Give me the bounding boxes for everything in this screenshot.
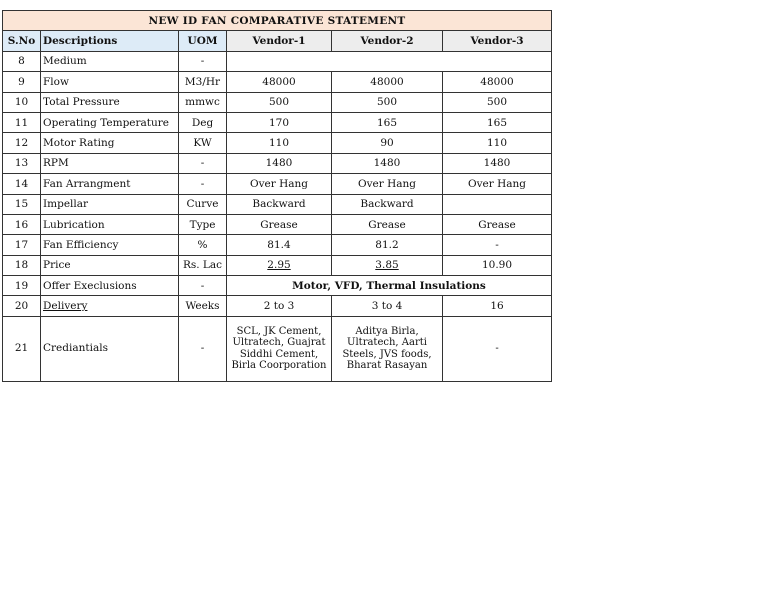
cell-uom: M3/Hr bbox=[179, 72, 227, 92]
table-row bbox=[3, 174, 552, 194]
cell-uom: Weeks bbox=[179, 296, 227, 316]
credential-line: Aditya Birla, bbox=[355, 325, 419, 337]
table-row bbox=[3, 112, 552, 132]
cell-vendor-3: Over Hang bbox=[443, 174, 552, 194]
cell-vendor-3: 1480 bbox=[443, 153, 552, 173]
cell-description: Impellar bbox=[41, 194, 179, 214]
cell-vendor-1-credentials bbox=[227, 316, 332, 381]
cell-uom: Rs. Lac bbox=[179, 255, 227, 275]
cell-sno: 15 bbox=[3, 194, 41, 214]
cell-description: Lubrication bbox=[41, 214, 179, 234]
cell-vendor-1: 2.95 bbox=[227, 255, 332, 275]
cell-uom: - bbox=[179, 51, 227, 71]
cell-vendor-1: 110 bbox=[227, 133, 332, 153]
cell-vendor-2: 1480 bbox=[332, 153, 443, 173]
header-row bbox=[3, 31, 552, 51]
credential-line: Bharat Rasayan bbox=[346, 360, 428, 372]
cell-description: Crediantials bbox=[41, 316, 179, 381]
cell-uom: % bbox=[179, 235, 227, 255]
table-row bbox=[3, 296, 552, 316]
credential-line: SCL, JK Cement, bbox=[236, 325, 322, 337]
header-vendor-1: Vendor-1 bbox=[227, 31, 332, 51]
cell-vendor-3: 110 bbox=[443, 133, 552, 153]
cell-vendor-2: 81.2 bbox=[332, 235, 443, 255]
table-row bbox=[3, 276, 552, 296]
cell-vendor-1: 500 bbox=[227, 92, 332, 112]
cell-uom: Deg bbox=[179, 112, 227, 132]
table-row bbox=[3, 92, 552, 112]
table-row bbox=[3, 235, 552, 255]
cell-vendor-2: 3 to 4 bbox=[332, 296, 443, 316]
cell-sno: 13 bbox=[3, 153, 41, 173]
cell-vendor-merged-empty bbox=[227, 51, 552, 71]
table-row bbox=[3, 194, 552, 214]
table-row bbox=[3, 255, 552, 275]
cell-description: Operating Temperature bbox=[41, 112, 179, 132]
cell-sno: 14 bbox=[3, 174, 41, 194]
header-vendor-3: Vendor-3 bbox=[443, 31, 552, 51]
credential-line: Ultratech, Aarti bbox=[347, 337, 427, 349]
credential-line: Siddhi Cement, bbox=[239, 348, 319, 360]
table-row bbox=[3, 316, 552, 381]
header-uom: UOM bbox=[179, 31, 227, 51]
cell-sno: 20 bbox=[3, 296, 41, 316]
cell-sno: 12 bbox=[3, 133, 41, 153]
header-sno: S.No bbox=[3, 31, 41, 51]
cell-sno: 8 bbox=[3, 51, 41, 71]
cell-vendor-2: 90 bbox=[332, 133, 443, 153]
cell-description: Motor Rating bbox=[41, 133, 179, 153]
cell-vendor-1: 81.4 bbox=[227, 235, 332, 255]
table-row bbox=[3, 72, 552, 92]
cell-vendor-1: 170 bbox=[227, 112, 332, 132]
cell-sno: 17 bbox=[3, 235, 41, 255]
cell-description: Medium bbox=[41, 51, 179, 71]
cell-vendor-3: Grease bbox=[443, 214, 552, 234]
cell-vendor-1: 2 to 3 bbox=[227, 296, 332, 316]
cell-vendor-3: - bbox=[443, 235, 552, 255]
cell-vendor-2-credentials bbox=[332, 316, 443, 381]
header-descriptions: Descriptions bbox=[41, 31, 179, 51]
table-row bbox=[3, 133, 552, 153]
credential-line: Steels, JVS foods, bbox=[342, 348, 432, 360]
cell-description: Fan Arrangment bbox=[41, 174, 179, 194]
sheet-title: NEW ID FAN COMPARATIVE STATEMENT bbox=[3, 11, 552, 31]
cell-uom: - bbox=[179, 153, 227, 173]
cell-vendor-2: Backward bbox=[332, 194, 443, 214]
cell-vendor-2: Over Hang bbox=[332, 174, 443, 194]
cell-vendor-1: 1480 bbox=[227, 153, 332, 173]
cell-vendor-1: Over Hang bbox=[227, 174, 332, 194]
cell-vendor-3: 16 bbox=[443, 296, 552, 316]
cell-sno: 10 bbox=[3, 92, 41, 112]
cell-description: Fan Efficiency bbox=[41, 235, 179, 255]
cell-vendor-3: 10.90 bbox=[443, 255, 552, 275]
title-row bbox=[3, 11, 552, 31]
cell-vendor-3 bbox=[443, 194, 552, 214]
cell-sno: 19 bbox=[3, 276, 41, 296]
header-vendor-2: Vendor-2 bbox=[332, 31, 443, 51]
cell-vendor-1: Backward bbox=[227, 194, 332, 214]
cell-vendor-3: 500 bbox=[443, 92, 552, 112]
cell-description: Delivery bbox=[41, 296, 179, 316]
cell-description: Offer Execlusions bbox=[41, 276, 179, 296]
cell-vendor-2: 165 bbox=[332, 112, 443, 132]
table-row bbox=[3, 214, 552, 234]
cell-uom: - bbox=[179, 276, 227, 296]
cell-sno: 16 bbox=[3, 214, 41, 234]
cell-description: Price bbox=[41, 255, 179, 275]
cell-description: Flow bbox=[41, 72, 179, 92]
comparative-statement-table bbox=[2, 10, 552, 382]
cell-vendor-3: 48000 bbox=[443, 72, 552, 92]
cell-sno: 9 bbox=[3, 72, 41, 92]
cell-description: Total Pressure bbox=[41, 92, 179, 112]
credential-line: Birla Coorporation bbox=[231, 360, 327, 372]
cell-exclusions-merged: Motor, VFD, Thermal Insulations bbox=[227, 276, 552, 296]
table-row bbox=[3, 153, 552, 173]
cell-vendor-2: 500 bbox=[332, 92, 443, 112]
cell-uom: Type bbox=[179, 214, 227, 234]
cell-sno: 18 bbox=[3, 255, 41, 275]
cell-vendor-1: Grease bbox=[227, 214, 332, 234]
cell-vendor-3: 165 bbox=[443, 112, 552, 132]
cell-uom: KW bbox=[179, 133, 227, 153]
cell-vendor-3: - bbox=[443, 316, 552, 381]
cell-vendor-2: 3.85 bbox=[332, 255, 443, 275]
cell-uom: mmwc bbox=[179, 92, 227, 112]
cell-uom: - bbox=[179, 316, 227, 381]
credential-line: Ultratech, Guajrat bbox=[232, 337, 326, 349]
cell-vendor-1: 48000 bbox=[227, 72, 332, 92]
cell-uom: Curve bbox=[179, 194, 227, 214]
table-row bbox=[3, 51, 552, 71]
cell-sno: 21 bbox=[3, 316, 41, 381]
cell-vendor-2: 48000 bbox=[332, 72, 443, 92]
cell-description: RPM bbox=[41, 153, 179, 173]
cell-sno: 11 bbox=[3, 112, 41, 132]
cell-uom: - bbox=[179, 174, 227, 194]
cell-vendor-2: Grease bbox=[332, 214, 443, 234]
